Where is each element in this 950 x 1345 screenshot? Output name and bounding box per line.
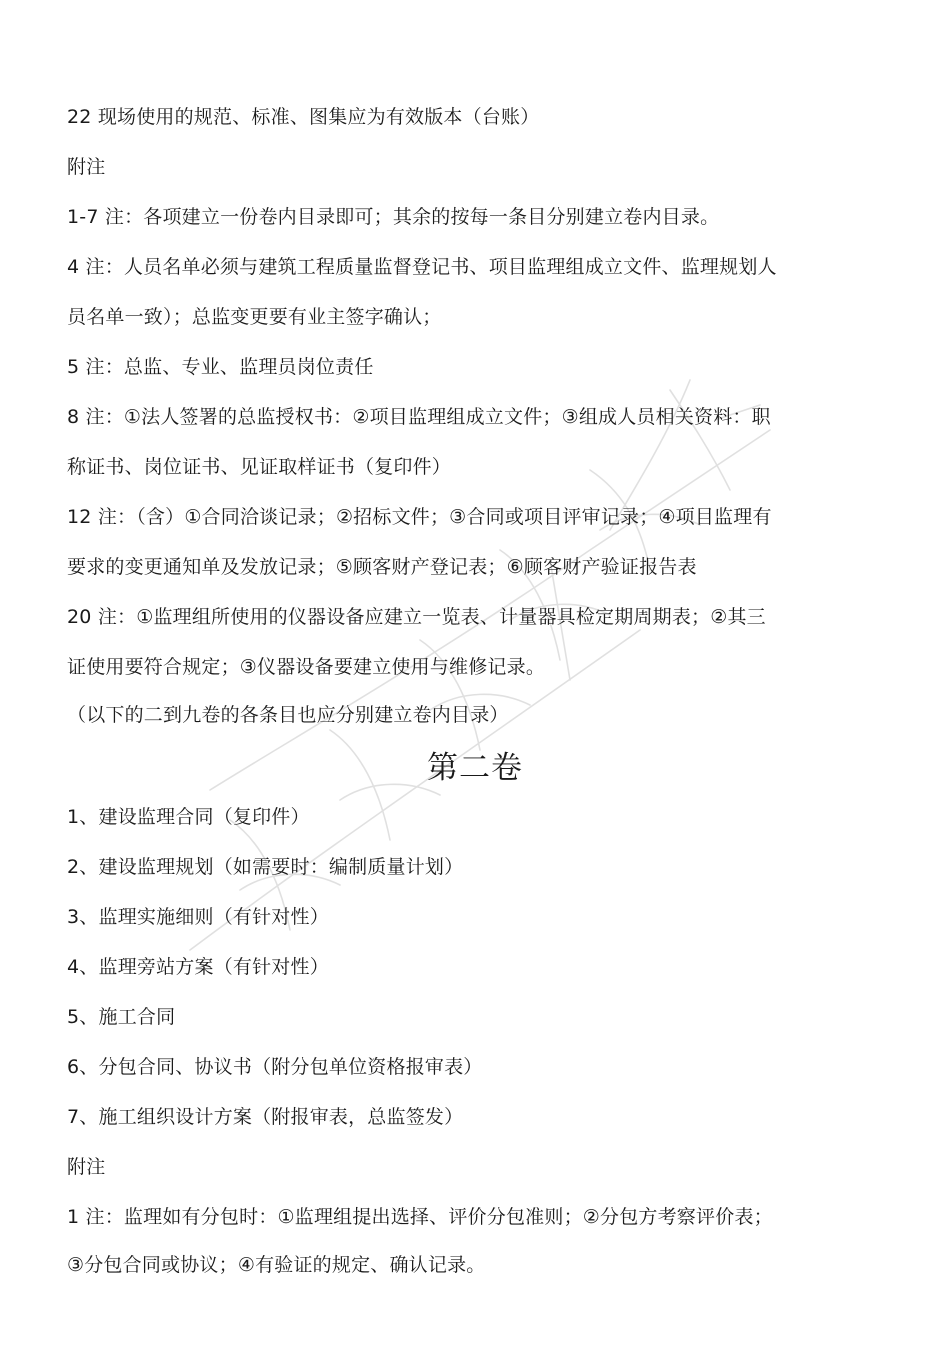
text-line: ③分包合同或协议；④有验证的规定、确认记录。 xyxy=(67,1254,486,1276)
text-line: 1 注：监理如有分包时：①监理组提出选择、评价分包准则；②分包方考察评价表； xyxy=(67,1206,773,1228)
text-line: 1-7 注：各项建立一份卷内目录即可；其余的按每一条目分别建立卷内目录。 xyxy=(67,206,720,228)
text-line: 20 注：①监理组所使用的仪器设备应建立一览表、计量器具检定期周期表；②其三 xyxy=(67,606,766,628)
text-line: 5 注：总监、专业、监理员岗位责任 xyxy=(67,356,374,378)
text-line: 要求的变更通知单及发放记录；⑤顾客财产登记表；⑥顾客财产验证报告表 xyxy=(67,556,697,578)
text-line: 员名单一致）；总监变更要有业主签字确认； xyxy=(67,306,442,328)
text-line: 22 现场使用的规范、标准、图集应为有效版本（台账） xyxy=(67,106,540,128)
list-item: 5、施工合同 xyxy=(67,1006,176,1028)
volume-heading: 第二卷 xyxy=(427,750,523,786)
text-line: 8 注：①法人签署的总监授权书：②项目监理组成立文件；③组成人员相关资料：职 xyxy=(67,406,771,428)
text-line: 4 注：人员名单必须与建筑工程质量监督登记书、项目监理组成立文件、监理规划人 xyxy=(67,256,777,278)
text-line: 证使用要符合规定；③仪器设备要建立使用与维修记录。 xyxy=(67,656,546,678)
text-line: 称证书、岗位证书、见证取样证书（复印件） xyxy=(67,456,452,478)
list-item: 6、分包合同、协议书（附分包单位资格报审表） xyxy=(67,1056,483,1078)
text-line: 12 注：（含）①合同洽谈记录；②招标文件；③合同或项目评审记录；④项目监理有 xyxy=(67,506,772,528)
list-item: 2、建设监理规划（如需要时：编制质量计划） xyxy=(67,856,464,878)
section-label: 附注 xyxy=(67,1156,106,1178)
list-item: 3、监理实施细则（有针对性） xyxy=(67,906,329,928)
section-label: 附注 xyxy=(67,156,106,178)
list-item: 4、监理旁站方案（有针对性） xyxy=(67,956,329,978)
text-line: （以下的二到九卷的各条目也应分别建立卷内目录） xyxy=(67,704,509,726)
list-item: 7、施工组织设计方案（附报审表，总监签发） xyxy=(67,1106,464,1128)
list-item: 1、建设监理合同（复印件） xyxy=(67,806,310,828)
